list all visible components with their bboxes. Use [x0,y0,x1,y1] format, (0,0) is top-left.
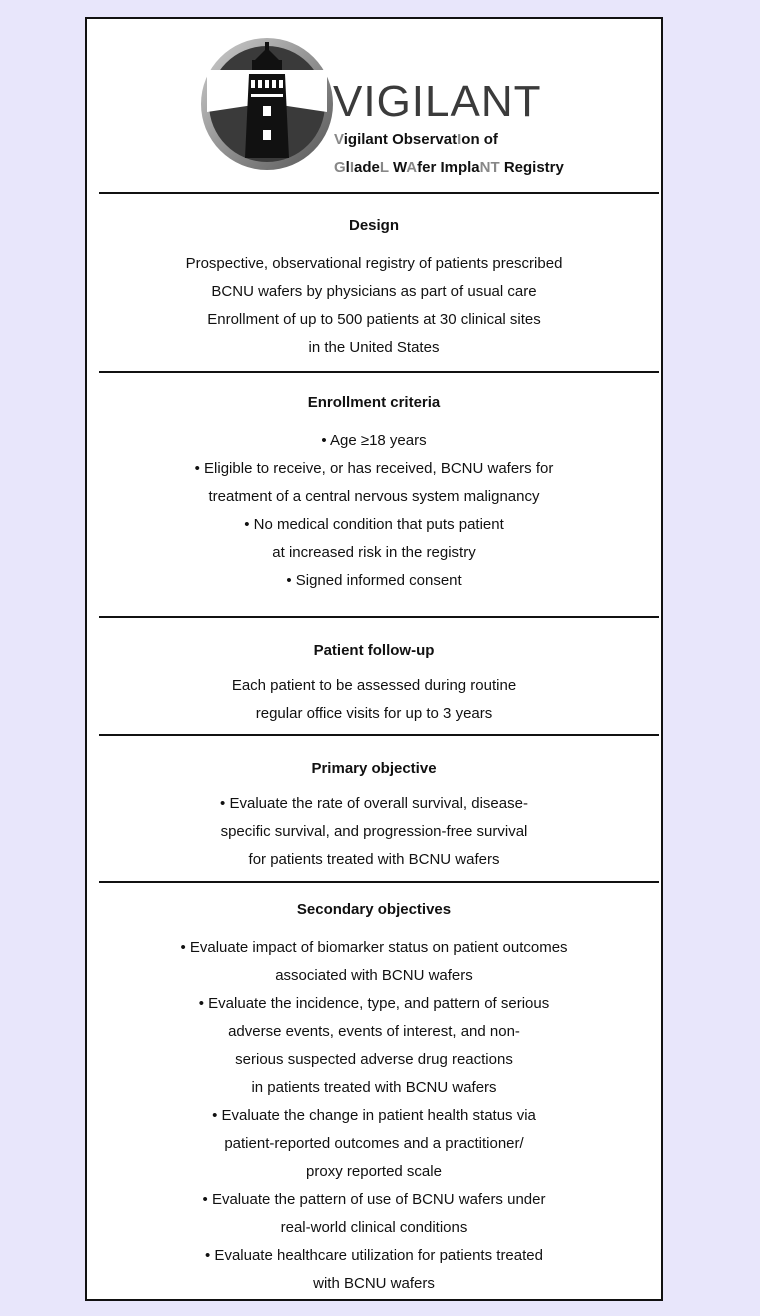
text-line: • Evaluate the pattern of use of BCNU wafers under [202,1191,546,1208]
text-line: regular office visits for up to 3 years [255,705,493,722]
text-line: BCNU wafers by physicians as part of usual care [211,283,537,300]
primary-objective-section [87,759,661,874]
section-divider [99,192,659,194]
logo-subtitle-line1: Vigilant ObservatIon of [334,131,498,148]
text-line: at increased risk in the registry [272,544,476,561]
text-line: real-world clinical conditions [280,1219,468,1236]
lighthouse-icon [197,34,337,174]
secondary-objectives-section [87,900,661,1298]
text-line: proxy reported scale [306,1163,442,1180]
text-line: in patients treated with BCNU wafers [251,1079,497,1096]
text-line: associated with BCNU wafers [275,967,473,984]
text-line: treatment of a central nervous system malignancy [208,488,540,505]
text-line: • Signed informed consent [286,572,462,589]
text-line: Enrollment of up to 500 patients at 30 clinical sites [207,311,541,328]
text-line: Prospective, observational registry of patients prescribed [185,255,563,272]
text-line: • Evaluate the change in patient health status via [212,1107,536,1124]
section-title: Design [348,217,399,234]
text-line: adverse events, events of interest, and non- [228,1023,520,1040]
text-line: • Evaluate healthcare utilization for patients treated [205,1247,543,1264]
text-line: • No medical condition that puts patient [244,516,504,533]
logo-wordmark: VIGILANT [333,77,542,126]
text-line: in the United States [308,339,440,356]
text-line: patient-reported outcomes and a practitioner/ [224,1135,524,1152]
section-divider [99,734,659,736]
section-title: Enrollment criteria [307,394,441,411]
section-divider [99,616,659,618]
vigilant-logo [197,34,577,189]
enrollment-criteria-section [87,393,661,595]
patient-follow-up-section [87,641,661,728]
text-line: with BCNU wafers [313,1275,435,1292]
section-title: Patient follow-up [313,642,435,659]
design-section [87,216,661,362]
registry-summary-panel [85,17,663,1301]
text-line: • Age ≥18 years [321,432,427,449]
logo-subtitle-line2: GlIadeL WAfer ImplaNT Registry [334,159,564,176]
text-line: for patients treated with BCNU wafers [248,851,500,868]
text-line: specific survival, and progression-free survival [220,823,528,840]
text-line: • Evaluate the incidence, type, and pattern of serious [198,995,550,1012]
section-title: Primary objective [311,760,437,777]
text-line: Each patient to be assessed during routine [231,677,517,694]
text-line: • Eligible to receive, or has received, BCNU wafers for [194,460,554,477]
section-divider [99,371,659,373]
text-line: • Evaluate impact of biomarker status on patient outcomes [180,939,568,956]
section-title: Secondary objectives [296,901,452,918]
section-divider [99,881,659,883]
text-line: • Evaluate the rate of overall survival, disease- [220,795,528,812]
text-line: serious suspected adverse drug reactions [235,1051,513,1068]
